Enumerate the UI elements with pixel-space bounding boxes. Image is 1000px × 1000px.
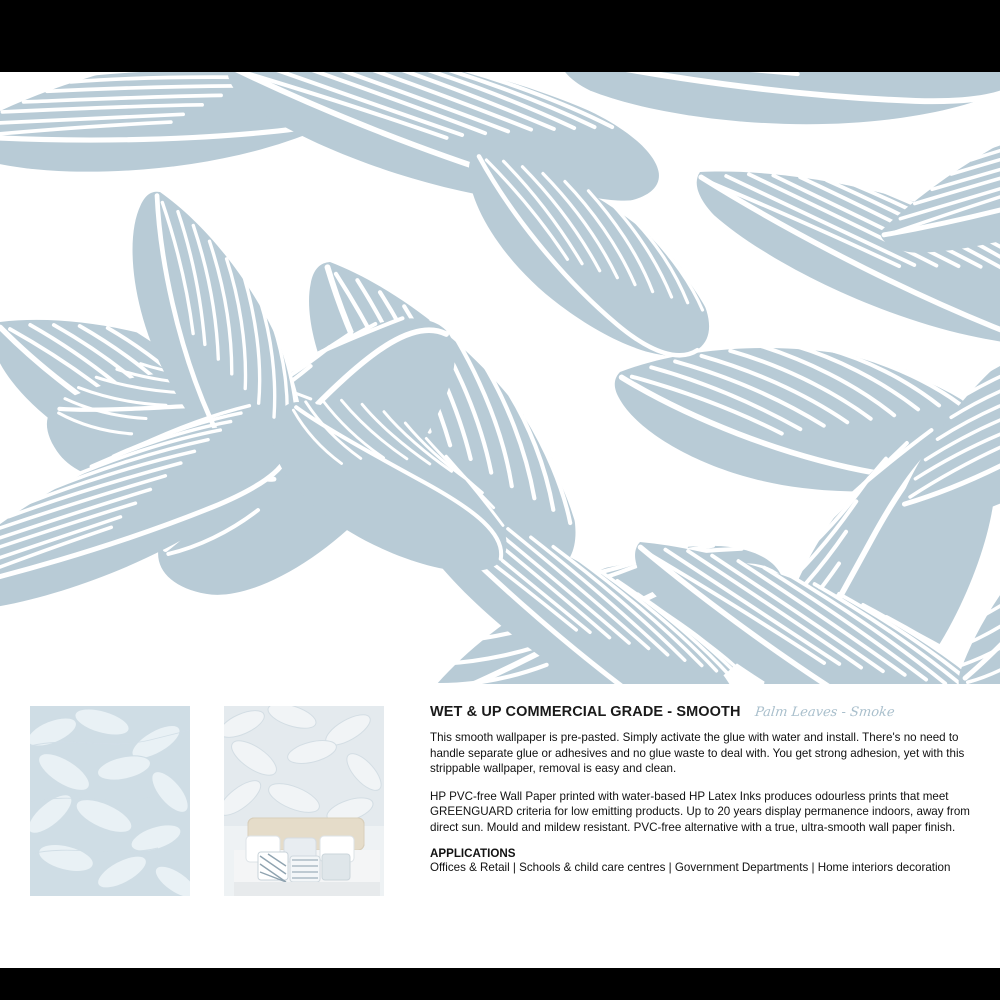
title-row	[430, 704, 975, 720]
swatch-flat-pattern[interactable]	[30, 706, 190, 896]
page-title: WET & UP COMMERCIAL GRADE - SMOOTH	[430, 704, 741, 720]
swatch-room-scene[interactable]	[224, 706, 384, 896]
description-paragraph-1: This smooth wallpaper is pre-pasted. Simply activate the glue with water and install. There's no need to handle separate glue or adhesives and no glue waste to deal with. You get strong adhesion, yet with this strippable wallpaper, removal is easy and clean.	[430, 731, 965, 776]
hero-pattern-banner	[0, 72, 1000, 684]
applications-list: Offices & Retail | Schools & child care centres | Government Departments | Home interiors decoration	[430, 861, 951, 875]
description-paragraph-2: HP PVC-free Wall Paper printed with water-based HP Latex Inks produces odourless prints that meet GREENGUARD criteria for low emitting products. Up to 20 years display permanence indoors, away from direct sun. Mould and mildew resistant. PVC-free alternative with a true, ultra-smooth wall paper finish.	[430, 789, 970, 834]
product-text-column	[430, 704, 975, 874]
palm-leaves-pattern-icon	[0, 72, 1000, 684]
swatch-room-scene-icon	[224, 706, 384, 896]
colour-name-script: Palm Leaves - Smoke	[753, 705, 895, 720]
applications-heading: APPLICATIONS	[430, 847, 516, 861]
swatch-flat-pattern-icon	[30, 706, 190, 896]
product-info-panel	[0, 684, 1000, 968]
